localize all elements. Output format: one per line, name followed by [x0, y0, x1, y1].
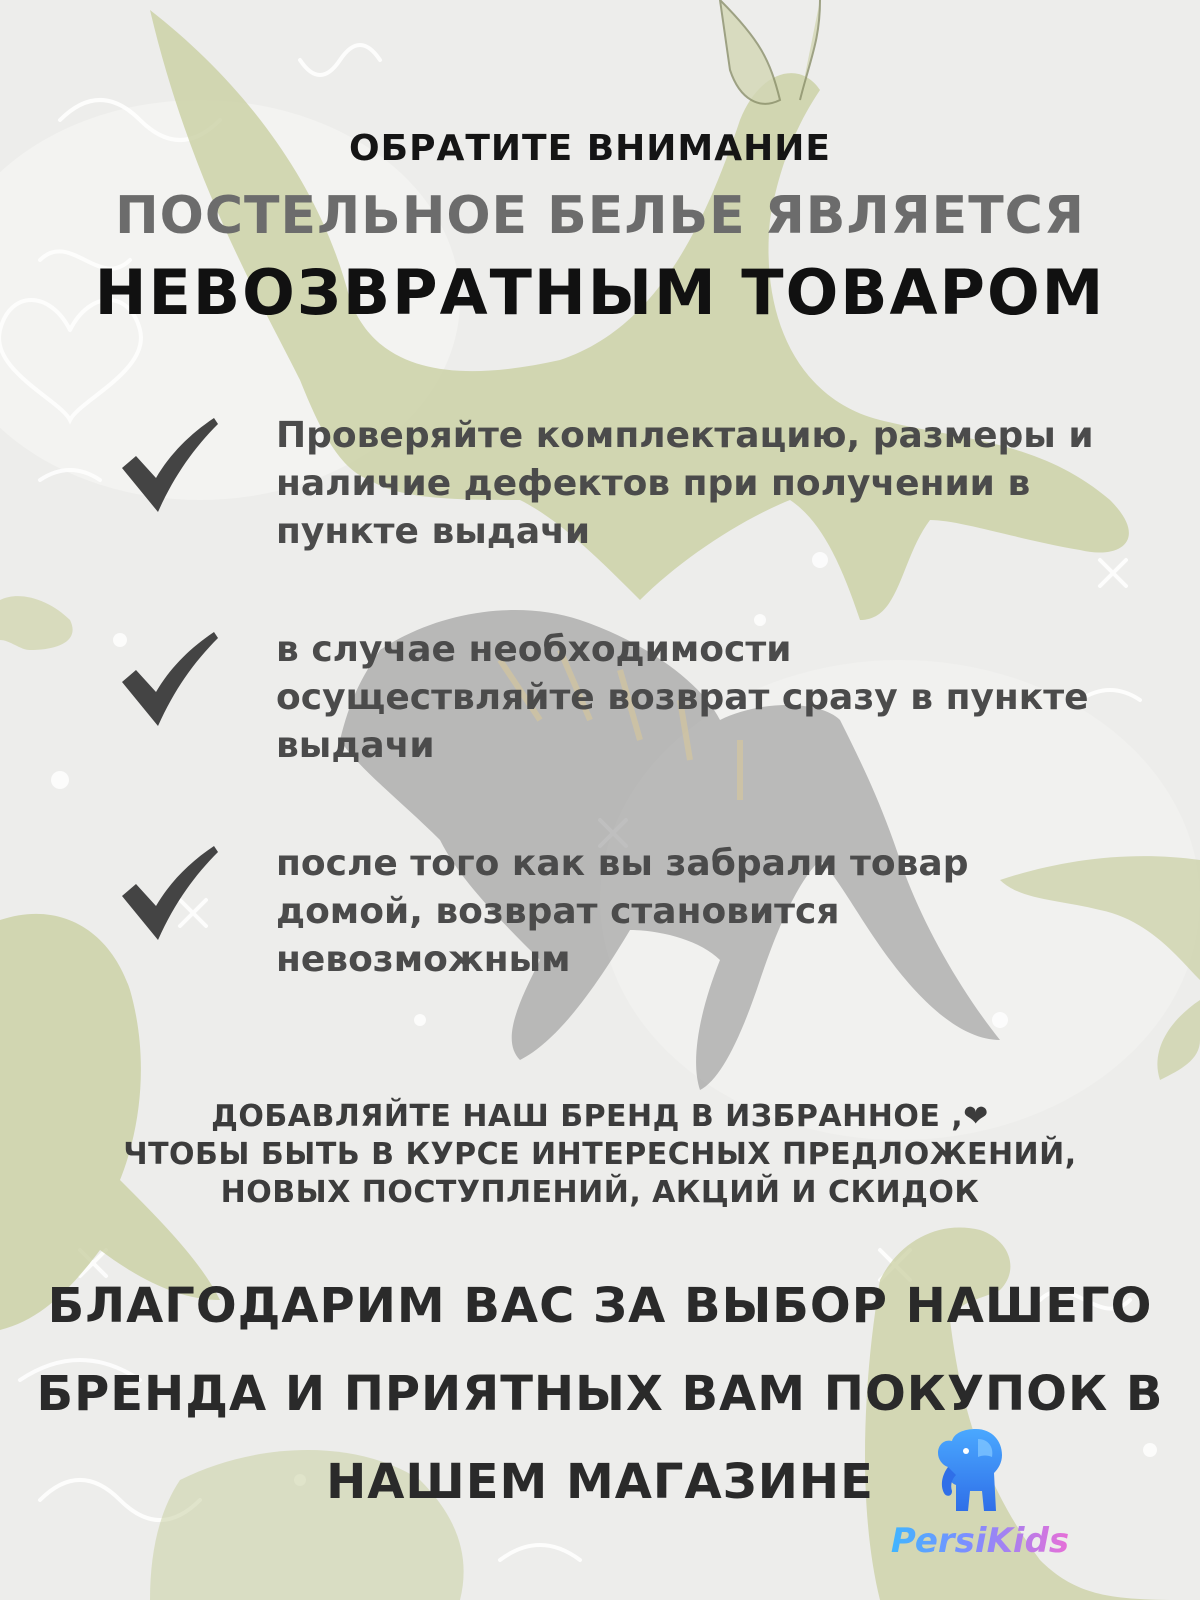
- elephant-icon: [932, 1425, 1012, 1515]
- heart-icon: ❤: [963, 1099, 989, 1134]
- check-item-text: Проверяйте комплектацию, размеры и наличие дефектов при получении в пункте выдачи: [276, 415, 1094, 552]
- bedding-statement: ПОСТЕЛЬНОЕ БЕЛЬЕ ЯВЛЯЕТСЯ: [115, 186, 1085, 246]
- check-item: [118, 414, 1138, 584]
- check-item-text: в случае необходимости осуществляйте возврат сразу в пункте выдачи: [276, 629, 1089, 766]
- favorites-line-2: ЧТОБЫ БЫТЬ В КУРСЕ ИНТЕРЕСНЫХ ПРЕДЛОЖЕНИЙ,: [123, 1137, 1077, 1172]
- non-returnable-statement: НЕВОЗВРАТНЫМ ТОВАРОМ: [94, 256, 1106, 329]
- checkmark-icon: [118, 844, 222, 948]
- favorites-message: [0, 1098, 1200, 1212]
- notice-heading: ОБРАТИТЕ ВНИМАНИЕ: [349, 128, 831, 169]
- check-item: [118, 628, 1138, 798]
- brand-logo: [890, 1425, 1070, 1575]
- thanks-line-1: БЛАГОДАРИМ ВАС ЗА ВЫБОР НАШЕГО: [47, 1278, 1153, 1334]
- checkmark-icon: [118, 630, 222, 734]
- favorites-line-1: [0, 1098, 1200, 1136]
- checkmark-icon: [118, 416, 222, 520]
- thanks-line-2: БРЕНДА И ПРИЯТНЫХ ВАМ ПОКУПОК В: [36, 1366, 1164, 1422]
- thanks-line-3: НАШЕМ МАГАЗИНЕ: [326, 1454, 874, 1510]
- check-item: [118, 842, 1138, 1012]
- favorites-line-3: НОВЫХ ПОСТУПЛЕНИЙ, АКЦИЙ И СКИДОК: [220, 1175, 980, 1210]
- check-item-text: после того как вы забрали товар домой, возврат становится невозможным: [276, 843, 969, 980]
- favorites-line-1-text: ДОБАВЛЯЙТЕ НАШ БРЕНД В ИЗБРАННОЕ ,: [211, 1099, 964, 1134]
- brand-name: PersiKids: [890, 1521, 1070, 1561]
